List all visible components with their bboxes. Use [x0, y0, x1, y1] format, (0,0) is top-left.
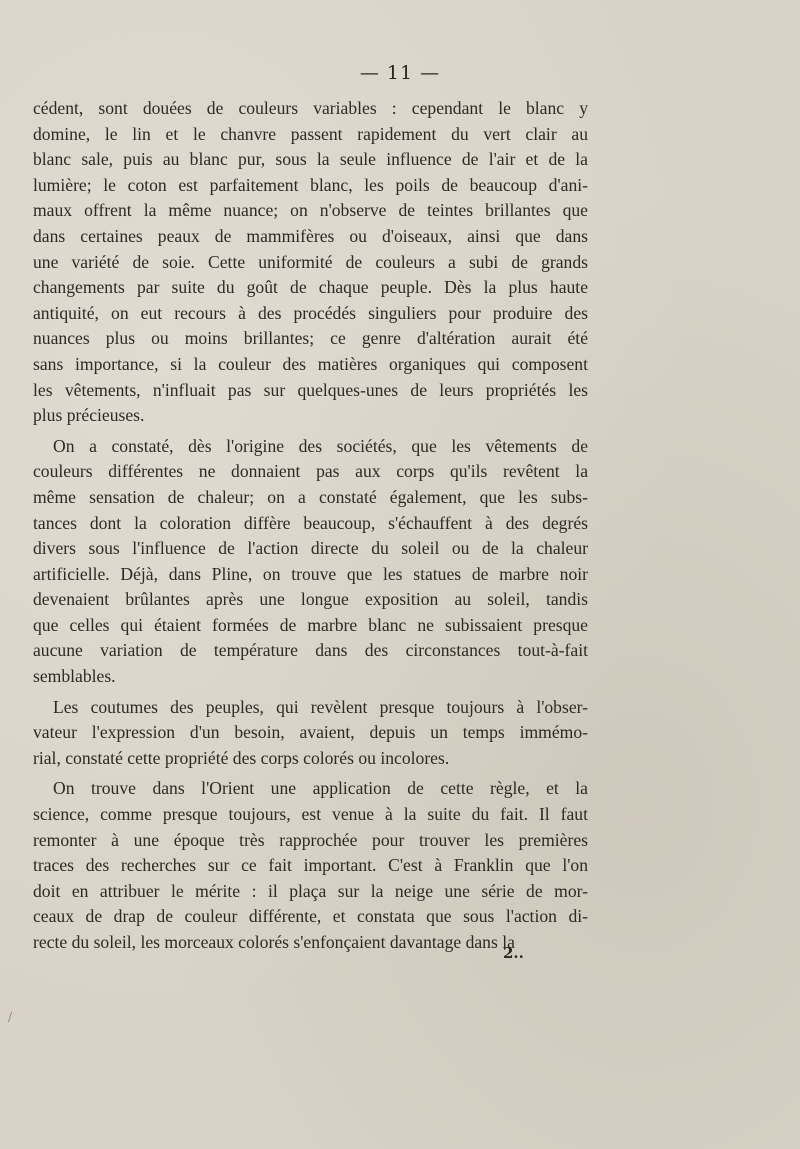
- text-line: les vêtements, n'influait pas sur quelques-unes de leurs propriétés les: [33, 379, 588, 400]
- paragraph: [33, 776, 588, 955]
- paragraph: [33, 695, 588, 772]
- text-line: devenaient brûlantes après une longue exposition au soleil, tandis: [33, 589, 588, 610]
- text-line: que celles qui étaient formées de marbre blanc ne subissaient presque: [33, 614, 588, 635]
- text-line: dans certaines peaux de mammifères ou d'oiseaux, ainsi que dans: [33, 225, 588, 246]
- paragraph: [33, 96, 588, 429]
- text-line: cédent, sont douées de couleurs variables : cependant le blanc y: [33, 98, 588, 118]
- text-line: doit en attribuer le mérite : il plaça sur la neige une série de mor-: [33, 880, 588, 901]
- text-line: ceaux de drap de couleur différente, et constata que sous l'action di-: [33, 906, 588, 927]
- text-line: tances dont la coloration diffère beaucoup, s'échauffent à des degrés: [33, 512, 588, 533]
- text-line: vateur l'expression d'un besoin, avaient, depuis un temps immémo-: [33, 722, 588, 743]
- text-line: une variété de soie. Cette uniformité de couleurs a subi de grands: [33, 251, 588, 272]
- text-line: couleurs différentes ne donnaient pas aux corps qu'ils revêtent la: [33, 461, 588, 482]
- text-line: sans importance, si la couleur des matières organiques qui composent: [33, 353, 588, 374]
- body-text: [33, 96, 588, 956]
- text-line: remonter à une époque très rapprochée pour trouver les premières: [33, 829, 588, 850]
- text-line: changements par suite du goût de chaque peuple. Dès la plus haute: [33, 277, 588, 298]
- text-line: traces des recherches sur ce fait important. C'est à Franklin que l'on: [33, 855, 588, 876]
- text-line: rial, constaté cette propriété des corps colorés ou incolores.: [33, 747, 450, 768]
- text-line: maux offrent la même nuance; on n'observe de teintes brillantes que: [33, 200, 588, 221]
- text-line: nuances plus ou moins brillantes; ce genre d'altération aurait été: [33, 328, 588, 349]
- text-line: antiquité, on eut recours à des procédés singuliers pour produire des: [33, 302, 588, 323]
- text-line: recte du soleil, les morceaux colorés s'enfonçaient davantage dans la: [33, 932, 515, 952]
- text-line: domine, le lin et le chanvre passent rapidement du vert clair au: [33, 123, 588, 144]
- text-line: aucune variation de température dans des circonstances tout-à-fait: [33, 640, 588, 661]
- text-line: artificielle. Déjà, dans Pline, on trouve que les statues de marbre noir: [33, 563, 588, 584]
- text-line: blanc sale, puis au blanc pur, sous la seule influence de l'air et de la: [33, 149, 588, 170]
- text-line: science, comme presque toujours, est venue à la suite du fait. Il faut: [33, 804, 588, 825]
- text-line: même sensation de chaleur; on a constaté également, que les subs-: [33, 486, 588, 507]
- paragraph: [33, 434, 588, 690]
- signature-mark: 2..: [503, 944, 524, 962]
- text-line: On trouve dans l'Orient une application de cette règle, et la: [53, 778, 588, 799]
- text-line: plus précieuses.: [33, 405, 145, 426]
- margin-mark: /: [8, 1010, 13, 1024]
- text-line: divers sous l'influence de l'action directe du soleil ou de la chaleur: [33, 538, 588, 559]
- text-line: semblables.: [33, 666, 116, 687]
- text-line: Les coutumes des peuples, qui revèlent presque toujours à l'obser-: [53, 696, 588, 717]
- text-line: lumière; le coton est parfaitement blanc, les poils de beaucoup d'ani-: [33, 174, 588, 195]
- text-line: On a constaté, dès l'origine des sociétés, que les vêtements de: [53, 435, 588, 456]
- page-number: — 11 —: [359, 62, 441, 84]
